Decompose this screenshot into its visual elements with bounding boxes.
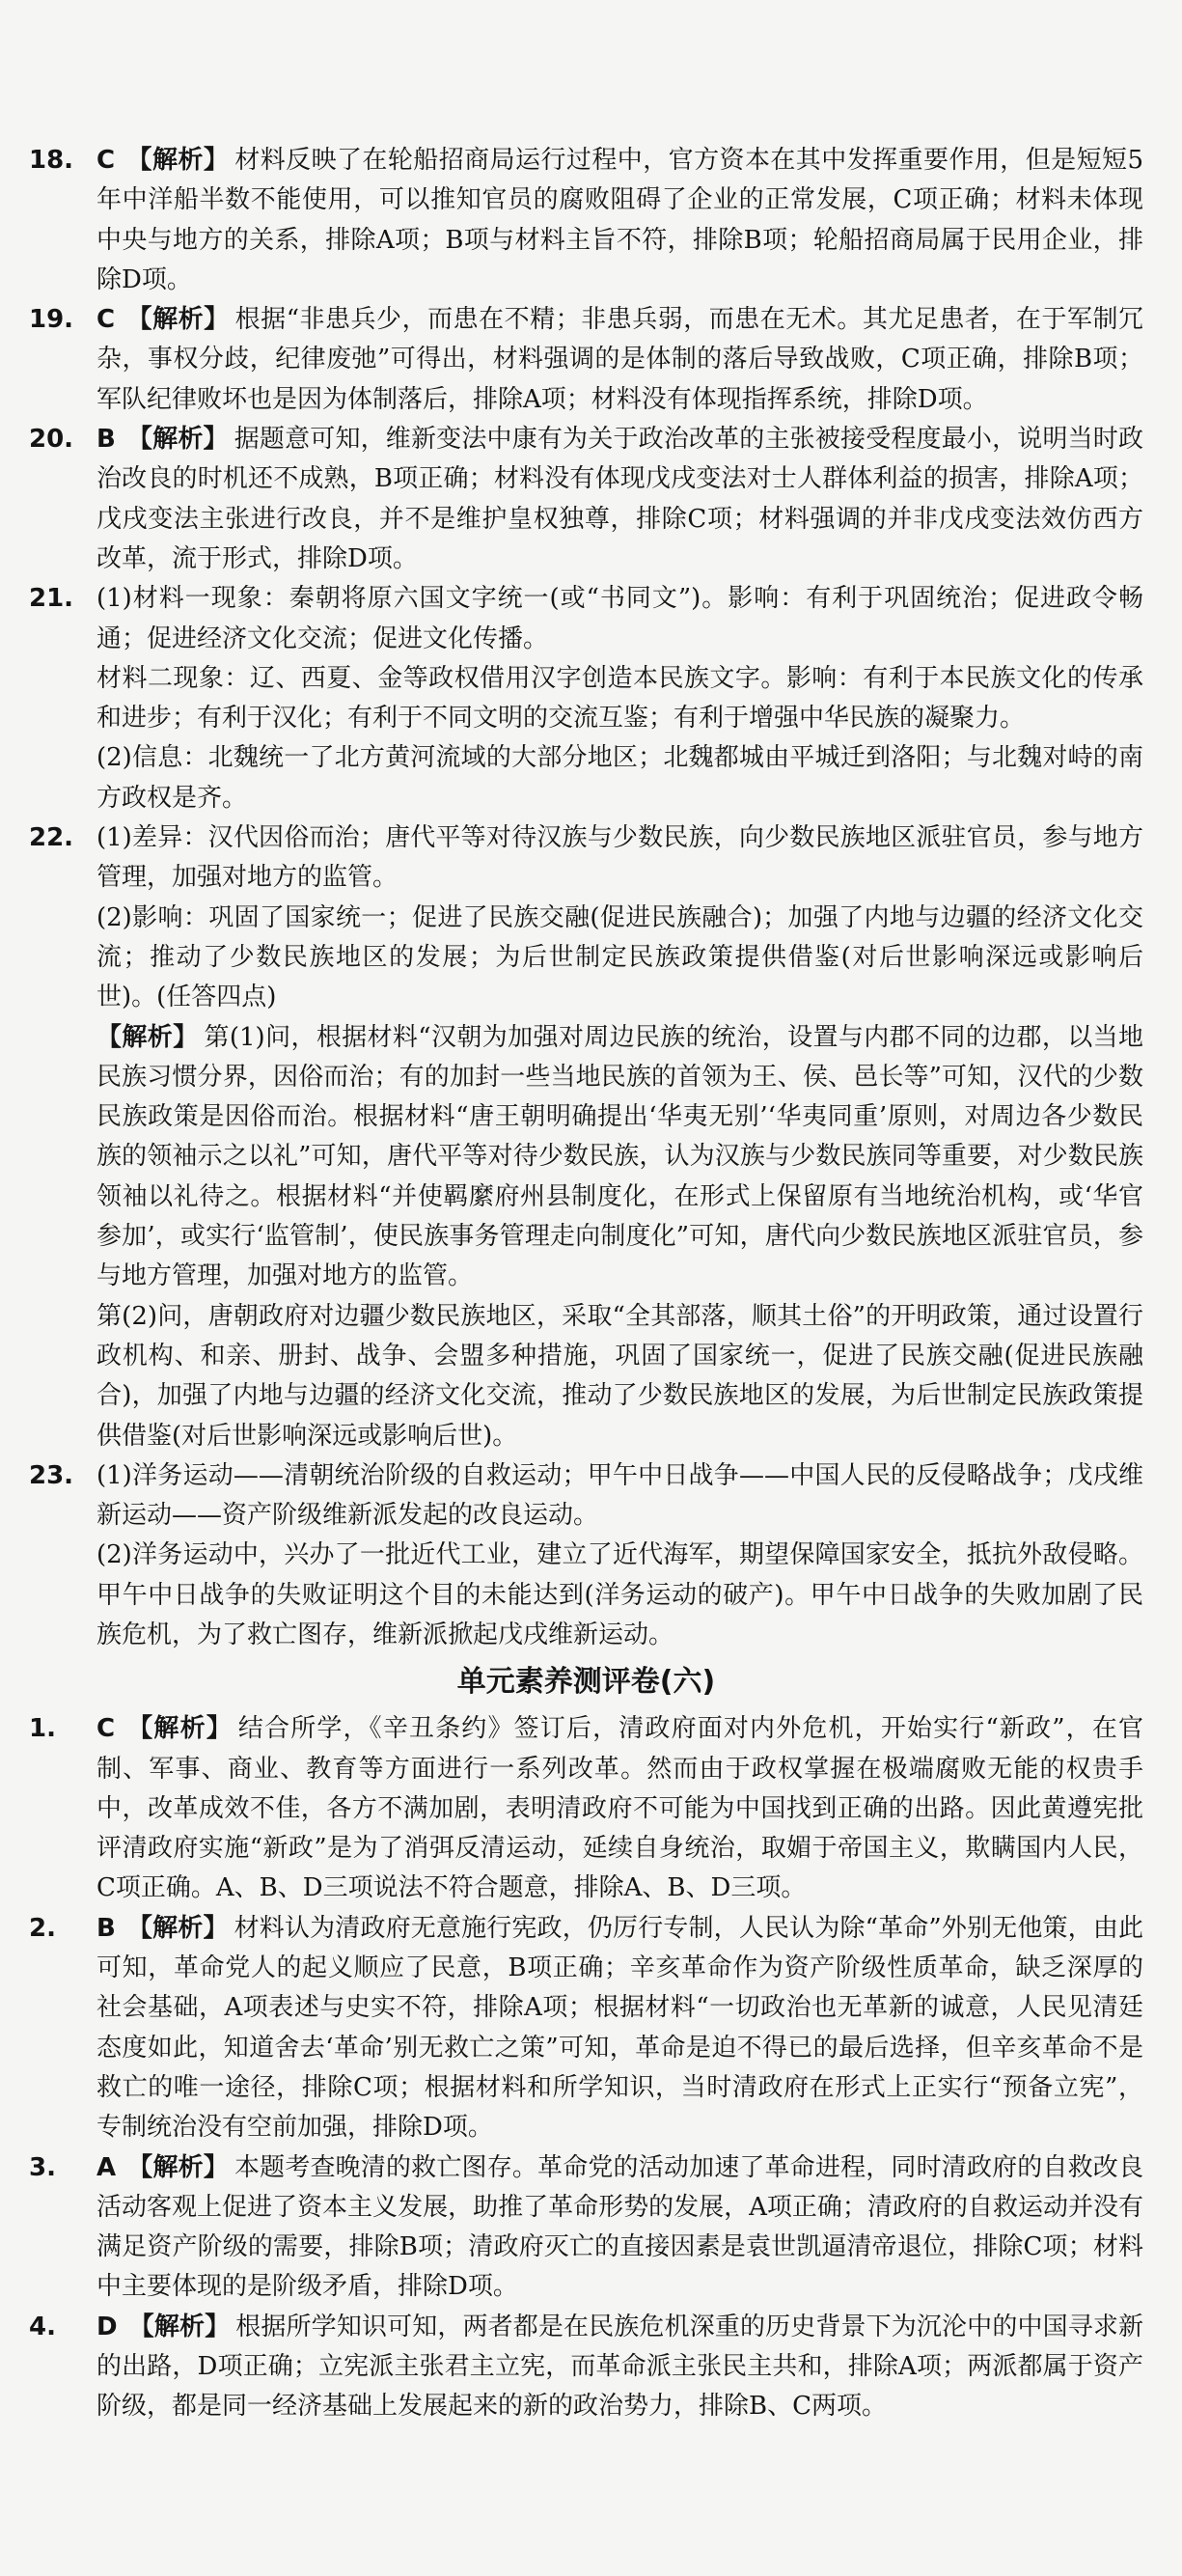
question-number: 22. — [29, 823, 74, 853]
analysis-text: 第(1)问，根据材料“汉朝为加强对周边民族的统治，设置与内郡不同的边郡，以当地民族习惯分界，因俗而治；有的加封一些当地民族的首领为王、侯、邑长等”可知，汉代的少数民族政策是因俗而治。根据材料“唐王朝明确提出‘华夷无别’‘华夷同重’原则，对周边各少数民族的领袖示之以礼”可知，唐代平等对待少数民族，认为汉族与少数民族同等重要，对少数民族领袖以礼待之。根据材料“并使羁縻府州县制度化，在形式上保留原有当地统治机构，或‘华官参加’，或实行‘监管制’，使民族事务管理走向制度化”可知，唐代向少数民族地区派驻官员，参与地方管理，加强对地方的监管。 — [96, 1022, 1143, 1291]
question-number: 21. — [29, 584, 74, 614]
answer-letter: B — [96, 425, 116, 455]
analysis-text: 根据“非患兵少，而患在不精；非患兵弱，而患在无术。其尤足患者，在于军制冗杂，事权分歧，纪律废弛”可得出，材料强调的是体制的落后导致战败，C项正确，排除B项；军队纪律败坏也是因为体制落后，排除A项；材料没有体现指挥系统，排除D项。 — [96, 305, 1143, 414]
analysis-tag: 【解析】 — [126, 1913, 229, 1943]
question-number: 2. — [29, 1913, 56, 1943]
question-22 — [29, 818, 1143, 1456]
question-21 — [29, 579, 1143, 818]
analysis-tag: 【解析】 — [126, 146, 230, 175]
analysis-text: 结合所学，《辛丑条约》签订后，清政府面对内外危机，开始实行“新政”，在官制、军事、商业、教育等方面进行一系列改革。然而由于政权掌握在极端腐败无能的权贵手中，改革成效不佳，各方不满加剧，表明清政府不可能为中国找到正确的出路。因此黄遵宪批评清政府实施“新政”是为了消弭反清运动，延续自身统治，取媚于帝国主义，欺瞒国内人民，C项正确。A、B、D三项说法不符合题意，排除A、B、D三项。 — [96, 1714, 1143, 1903]
question-number: 20. — [29, 425, 74, 455]
question-number: 19. — [29, 305, 74, 335]
analysis-text: 材料认为清政府无意施行宪政，仍厉行专制，人民认为除“革命”外别无他策，由此可知，革命党人的起义顺应了民意，B项正确；辛亥革命作为资产阶级性质革命，缺乏深厚的社会基础，A项表述与史实不符，排除A项；根据材料“一切政治也无革新的诚意，人民见清廷态度如此，知道舍去‘革命’别无救亡之策”可知，革命是迫不得已的最后选择，但辛亥革命不是救亡的唯一途径，排除C项；根据材料和所学知识，当时清政府在形式上正实行“预备立宪”，专制统治没有空前加强，排除D项。 — [96, 1913, 1143, 2143]
answer-paragraph: (2)影响：巩固了国家统一；促进了民族交融(促进民族融合)；加强了内地与边疆的经济文化交流；推动了少数民族地区的发展；为后世制定民族政策提供借鉴(对后世影响深远或影响后世)。(任答四点) — [96, 902, 1143, 1012]
analysis-tag: 【解析】 — [126, 425, 229, 455]
answer-letter: C — [96, 305, 116, 335]
answer-paragraph: (1)洋务运动——清朝统治阶级的自救运动；甲午中日战争——中国人民的反侵略战争；戊戌维新运动——资产阶级维新派发起的改良运动。 — [96, 1460, 1143, 1531]
question-body — [96, 579, 1143, 818]
analysis-text: 材料反映了在轮船招商局运行过程中，官方资本在其中发挥重要作用，但是短短5年中洋船半数不能使用，可以推知官员的腐败阻碍了企业的正常发展，C项正确；材料未体现中央与地方的关系，排除A项；B项与材料主旨不符，排除B项；轮船招商局属于民用企业，排除D项。 — [96, 146, 1143, 294]
answer-paragraph: (2)洋务运动中，兴办了一批近代工业，建立了近代海军，期望保障国家安全，抵抗外敌侵略。甲午中日战争的失败证明这个目的未能达到(洋务运动的破产)。甲午中日战争的失败加剧了民族危机，为了救亡图存，维新派掀起戊戌维新运动。 — [96, 1540, 1143, 1649]
analysis-tag: 【解析】 — [126, 305, 230, 335]
question-item — [29, 141, 1143, 300]
question-item — [29, 420, 1143, 579]
question-number: 23. — [29, 1460, 74, 1490]
answer-paragraph: 材料二现象：辽、西夏、金等政权借用汉字创造本民族文字。影响：有利于本民族文化的传承和进步；有利于汉化；有利于不同文明的交流互鉴；有利于增强中华民族的凝聚力。 — [96, 663, 1143, 734]
analysis-text: 本题考查晚清的救亡图存。革命党的活动加速了革命进程，同时清政府的自救改良活动客观上促进了资本主义发展，助推了革命形势的发展，A项正确；清政府的自救运动并没有满足资产阶级的需要，排除B项；清政府灭亡的直接因素是袁世凯逼清帝退位，排除C项；材料中主要体现的是阶级矛盾，排除D项。 — [96, 2152, 1143, 2302]
question-23 — [29, 1456, 1143, 1655]
question-body — [96, 300, 1143, 420]
answer-paragraph: (2)信息：北魏统一了北方黄河流域的大部分地区；北魏都城由平城迁到洛阳；与北魏对峙的南方政权是齐。 — [96, 743, 1143, 813]
answer-letter: A — [96, 2152, 117, 2182]
question-body — [96, 420, 1143, 579]
section-title: 单元素养测评卷(六) — [456, 1665, 716, 1700]
answer-content — [29, 141, 1143, 2427]
question-number: 18. — [29, 146, 74, 175]
analysis-tag: 【解析】 — [126, 1714, 233, 1744]
analysis-paragraph — [96, 1018, 1143, 1297]
question-number: 1. — [29, 1714, 56, 1744]
answer-list-a — [29, 141, 1143, 579]
answer-list-b — [29, 1709, 1143, 2426]
question-body — [96, 2308, 1143, 2427]
question-item — [29, 300, 1143, 420]
answer-letter: D — [96, 2312, 118, 2341]
question-body — [96, 141, 1143, 300]
question-body — [96, 1456, 1143, 1655]
question-body — [96, 1909, 1143, 2148]
analysis-tag: 【解析】 — [96, 1022, 199, 1052]
analysis-text: 根据所学知识可知，两者都是在民族危机深重的历史背景下为沉沦中的中国寻求新的出路，D项正确；立宪派主张君主立宪，而革命派主张民主共和，排除A项；两派都属于资产阶级，都是同一经济基础上发展起来的新的政治势力，排除B、C两项。 — [96, 2312, 1143, 2422]
analysis-tag: 【解析】 — [128, 2312, 231, 2341]
answer-paragraph: (1)材料一现象：秦朝将原六国文字统一(或“书同文”)。影响：有利于巩固统治；促进政令畅通；促进经济文化交流；促进文化传播。 — [96, 584, 1143, 653]
question-number: 3. — [29, 2152, 56, 2182]
question-item — [29, 2148, 1143, 2308]
question-body — [96, 2148, 1143, 2308]
answer-letter: C — [96, 1714, 116, 1744]
answer-letter: C — [96, 146, 116, 175]
question-item — [29, 1909, 1143, 2148]
question-body — [96, 818, 1143, 1456]
answer-paragraph: (1)差异：汉代因俗而治；唐代平等对待汉族与少数民族，向少数民族地区派驻官员，参与地方管理，加强对地方的监管。 — [96, 823, 1143, 893]
analysis-tag: 【解析】 — [127, 2152, 229, 2182]
question-body — [96, 1709, 1143, 1908]
analysis-paragraph: 第(2)问，唐朝政府对边疆少数民族地区，采取“全其部落，顺其土俗”的开明政策，通过设置行政机构、和亲、册封、战争、会盟多种措施，巩固了国家统一，促进了民族交融(促进民族融合)，加强了内地与边疆的经济文化交流，推动了少数民族地区的发展，为后世制定民族政策提供借鉴(对后世影响深远或影响后世)。 — [96, 1301, 1143, 1451]
question-item — [29, 1709, 1143, 1908]
question-item — [29, 2308, 1143, 2427]
answer-letter: B — [96, 1913, 116, 1943]
question-number: 4. — [29, 2312, 56, 2341]
analysis-text: 据题意可知，维新变法中康有为关于政治改革的主张被接受程度最小，说明当时政治改良的时机还不成熟，B项正确；材料没有体现戊戌变法对士人群体利益的损害，排除A项；戊戌变法主张进行改良，并不是维护皇权独尊，排除C项；材料强调的并非戊戌变法效仿西方改革，流于形式，排除D项。 — [96, 425, 1143, 573]
